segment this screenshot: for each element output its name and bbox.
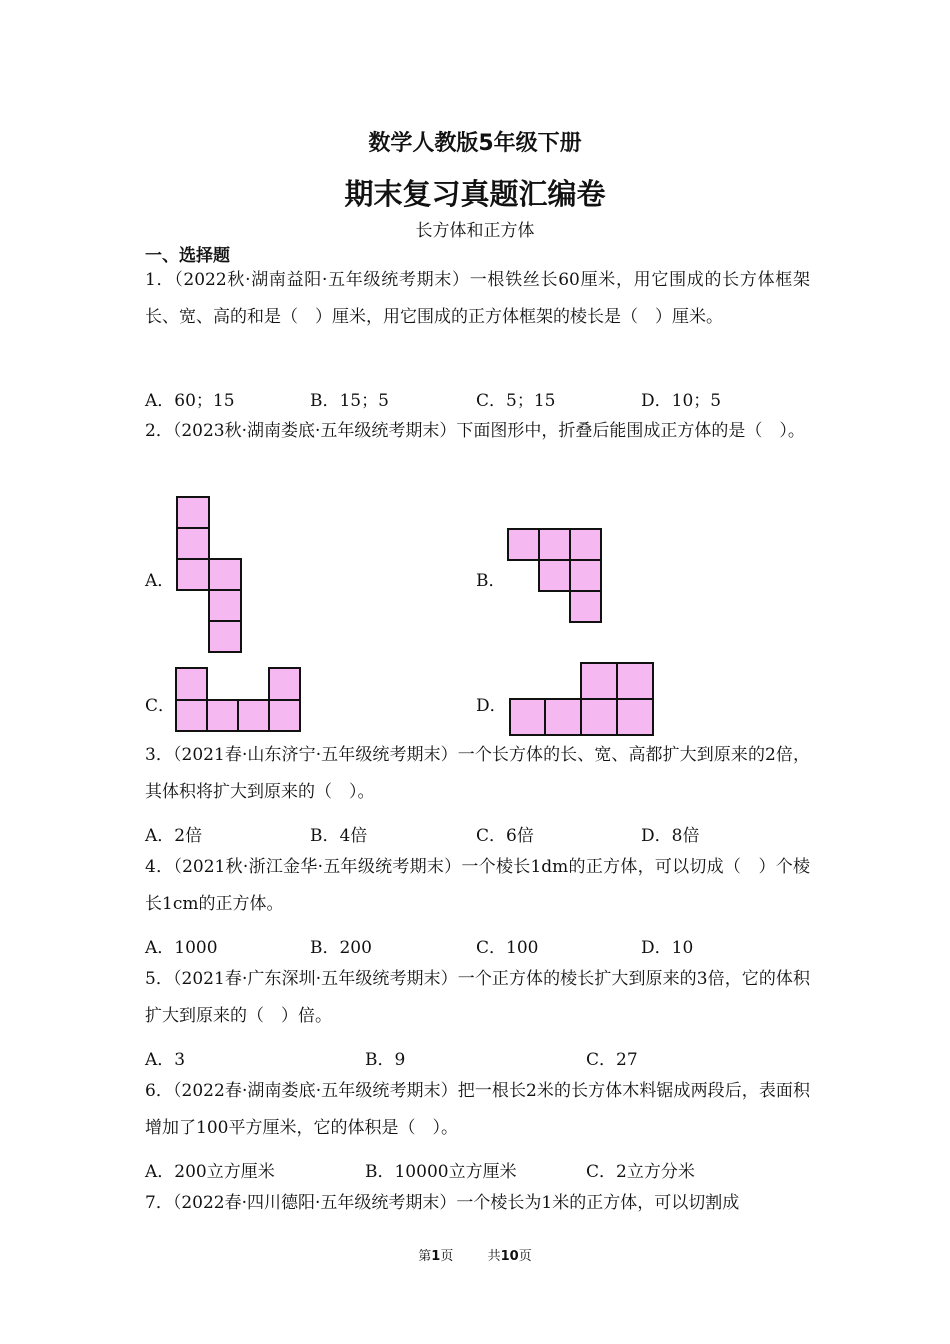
q3-option-a: A．2倍	[145, 826, 203, 846]
net-square	[617, 663, 653, 699]
q4-option-a: A．1000	[145, 938, 218, 958]
net-square	[570, 529, 601, 560]
q1-option-a: A．60；15	[145, 391, 235, 411]
net-square	[539, 560, 570, 591]
paper-main-title: 期末复习真题汇编卷	[344, 177, 606, 211]
net-square	[177, 528, 209, 559]
q2-net-b-figure	[507, 528, 603, 624]
question-1-text: 1．（2022秋·湖南益阳·五年级统考期末）一根铁丝长60厘米，用它围成的长方体框架长、宽、高的和是（ ）厘米，用它围成的正方体框架的棱长是（ ）厘米。	[145, 270, 810, 327]
q3-option-b: B．4倍	[310, 826, 368, 846]
q2-net-c-figure	[175, 667, 305, 733]
q1-option-b: B．15；5	[310, 391, 389, 411]
net-square	[176, 700, 207, 731]
q1-option-d: D．10；5	[641, 391, 722, 411]
section-heading: 一、选择题	[145, 246, 230, 266]
net-square	[570, 591, 601, 622]
net-square	[269, 700, 300, 731]
page-number: 1	[431, 1249, 441, 1264]
net-square	[209, 590, 241, 621]
net-square	[581, 663, 617, 699]
net-square	[207, 700, 238, 731]
paper-series-title: 数学人教版5年级下册	[368, 131, 582, 156]
net-square	[539, 529, 570, 560]
total-suffix: 页	[518, 1249, 532, 1264]
q2-net-a-figure	[176, 496, 244, 656]
net-square	[209, 559, 241, 590]
net-square	[177, 559, 209, 590]
q1-option-c: C．5；15	[476, 391, 556, 411]
question-4-text: 4．（2021秋·浙江金华·五年级统考期末）一个棱长1dm的正方体，可以切成（ ）个棱长1cm的正方体。	[145, 857, 810, 914]
q5-option-a: A．3	[145, 1050, 186, 1070]
q2-option-a-label: A．	[145, 571, 175, 591]
q4-option-b: B．200	[310, 938, 372, 958]
q6-option-b: B．10000立方厘米	[365, 1162, 517, 1182]
q3-option-d: D．8倍	[641, 826, 700, 846]
q2-option-b-label: B．	[476, 571, 506, 591]
q4-option-c: C．100	[476, 938, 539, 958]
q5-option-c: C．27	[586, 1050, 638, 1070]
net-square	[238, 700, 269, 731]
net-square	[581, 699, 617, 735]
page-suffix: 页	[440, 1249, 454, 1264]
question-7-text: 7．（2022春·四川德阳·五年级统考期末）一个棱长为1米的正方体，可以切割成	[145, 1193, 740, 1213]
question-3-text: 3．（2021春·山东济宁·五年级统考期末）一个长方体的长、宽、高都扩大到原来的2倍，其体积将扩大到原来的（ ）。	[145, 745, 810, 802]
question-6-text: 6．（2022春·湖南娄底·五年级统考期末）把一根长2米的长方体木料锯成两段后，表面积增加了100平方厘米，它的体积是（ ）。	[145, 1081, 810, 1138]
net-square	[269, 668, 300, 700]
q3-option-c: C．6倍	[476, 826, 534, 846]
q6-option-c: C．2立方分米	[586, 1162, 695, 1182]
question-5-text: 5．（2021春·广东深圳·五年级统考期末）一个正方体的棱长扩大到原来的3倍，它的体积扩大到原来的（ ）倍。	[145, 969, 810, 1026]
net-square	[510, 699, 545, 735]
q6-option-a: A．200立方厘米	[145, 1162, 275, 1182]
total-prefix: 共	[487, 1249, 501, 1264]
net-square	[617, 699, 653, 735]
question-2-text: 2．（2023秋·湖南娄底·五年级统考期末）下面图形中，折叠后能围成正方体的是（ ）。	[145, 421, 805, 441]
net-square	[508, 529, 539, 560]
q2-option-c-label: C．	[145, 696, 176, 716]
paper-unit-title: 长方体和正方体	[415, 221, 535, 241]
total-pages: 10	[500, 1249, 519, 1264]
page-footer	[0, 1245, 950, 1264]
q2-option-d-label: D．	[476, 696, 507, 716]
q5-option-b: B．9	[365, 1050, 406, 1070]
page-prefix: 第	[418, 1249, 432, 1264]
net-square	[176, 668, 207, 700]
net-square	[209, 621, 241, 652]
net-square	[177, 497, 209, 528]
q2-net-d-figure	[509, 662, 657, 738]
net-square	[545, 699, 581, 735]
net-square	[570, 560, 601, 591]
q4-option-d: D．10	[641, 938, 694, 958]
